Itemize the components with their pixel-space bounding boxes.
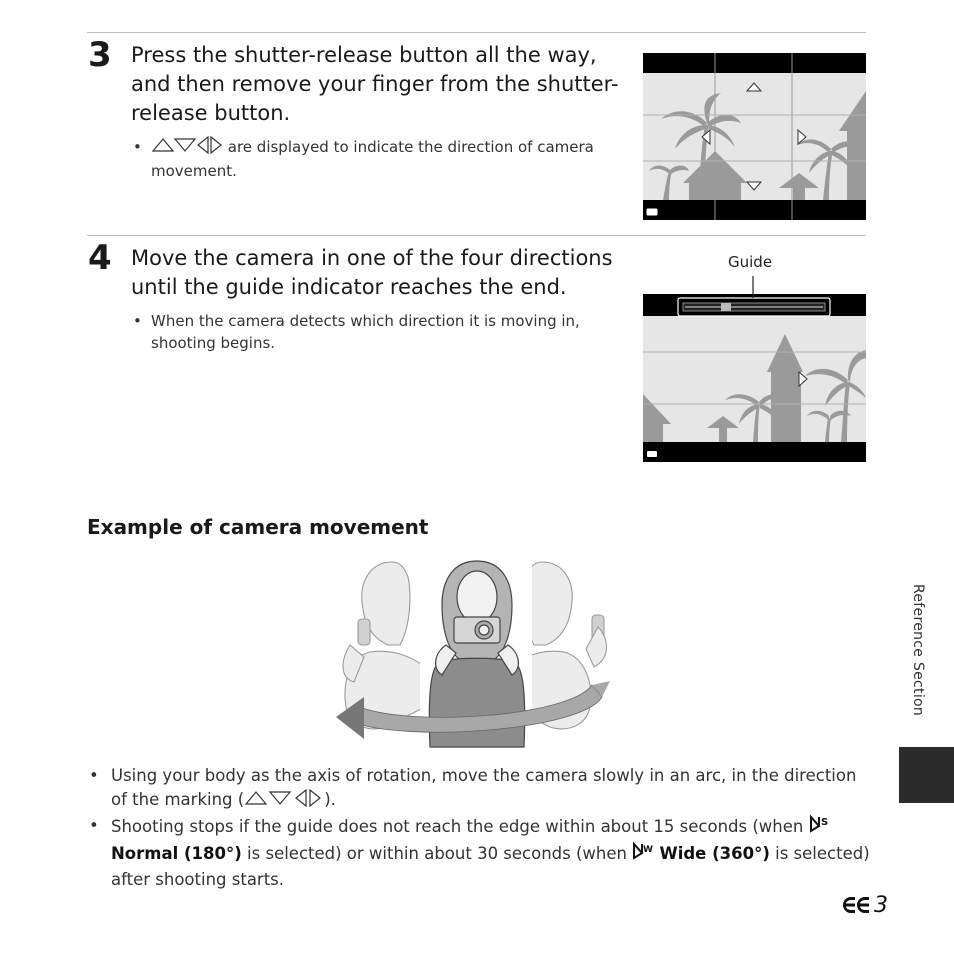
step-4-number: 4 [88,238,112,278]
wide-360-label: Wide (360°) [659,844,770,863]
step-4-bullet [133,310,621,354]
battery-icon [647,209,657,215]
example-heading: Example of camera movement [87,515,429,539]
direction-arrows-icon [151,136,223,160]
battery-icon [647,451,657,457]
step-4-bullet-text: When the camera detects which direction it is moving in, shooting begins. [151,312,580,352]
guide-callout-line [745,276,765,298]
note-item-1 [89,764,871,814]
note-2-text-b: is selected) or within about 30 seconds (when [241,844,633,863]
notes-list [89,764,871,892]
bullet-dot: • [89,816,99,835]
note-1-text-b: ). [324,790,336,809]
camera-screen-directions [643,53,866,220]
panorama-wide-icon [632,841,654,868]
step-3-bullet-text: are displayed to indicate the direction of camera movement. [151,138,594,180]
note-2-text-a: Shooting stops if the guide does not reach the edge within about 15 seconds (when [111,817,809,836]
svg-text:S: S [820,817,828,828]
camera-screen-guide [643,294,866,462]
normal-180-label: Normal (180°) [111,844,242,863]
note-1-text-a: Using your body as the axis of rotation, move the camera slowly in an arc, in the direction of the marking ( [111,766,857,809]
guide-label: Guide [728,253,773,271]
camera-movement-illustration [330,557,630,752]
page-number-value: 3 [874,893,888,918]
middle-divider [87,235,866,236]
panorama-normal-icon [809,814,831,841]
bullet-dot: • [133,138,142,156]
note-item-2 [89,814,871,892]
top-divider [87,32,866,33]
side-tab-marker [899,747,954,803]
page-number [842,893,888,921]
svg-text:W: W [643,845,654,855]
step-3-bullet [133,136,621,182]
bullet-dot: • [89,766,99,785]
direction-arrows-icon [244,789,324,814]
bullet-dot: • [133,312,142,330]
note-2-text-c: is selected) after shooting starts. [111,844,870,889]
step-3-title: Press the shutter-release button all the way, and then remove your finger from the shutter-release button. [131,43,619,125]
step-4-title: Move the camera in one of the four directions until the guide indicator reaches the end. [131,246,613,299]
reference-e-icon [842,895,874,921]
side-tab-label: Reference Section [910,584,926,717]
step-3-number: 3 [88,35,112,75]
